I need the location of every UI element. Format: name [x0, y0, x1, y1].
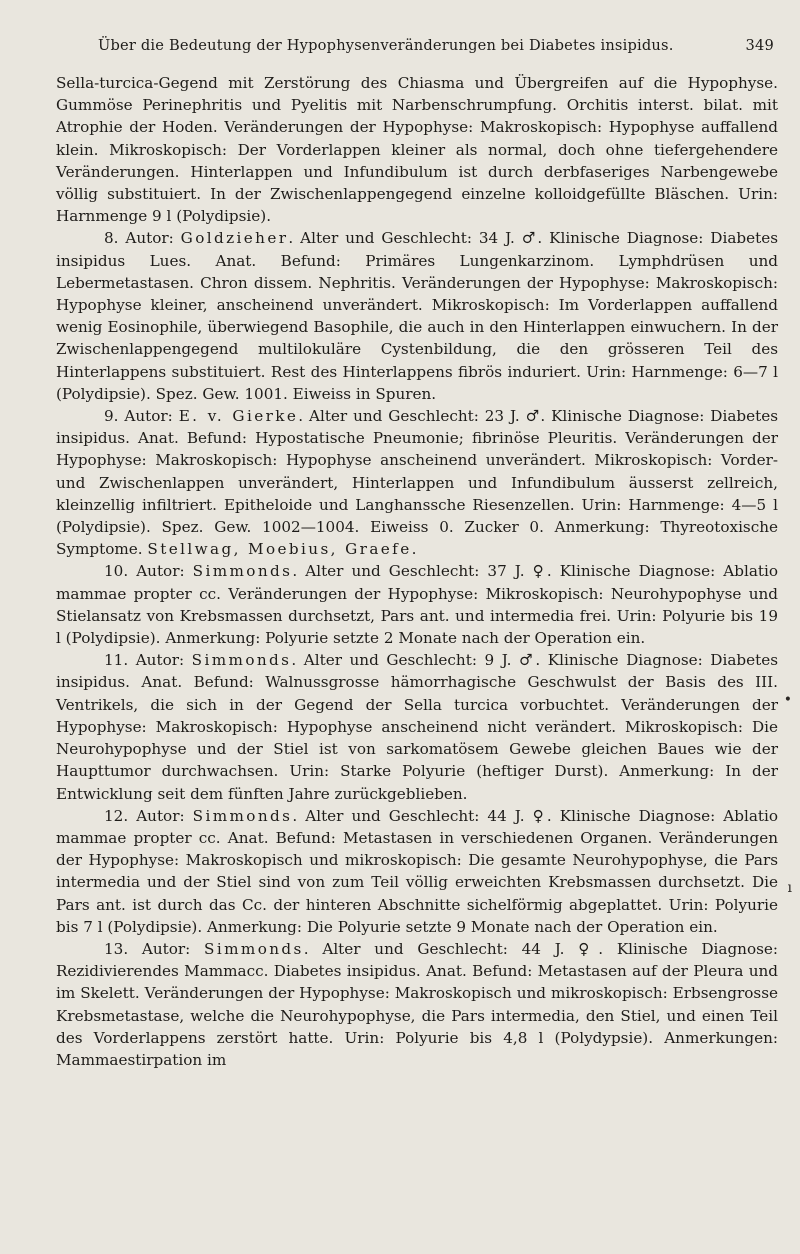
- case-prefix: 8. Autor:: [104, 229, 181, 248]
- case-entry-10: [56, 560, 778, 649]
- case-text: . Alter und Geschlecht: 44 J. ♀. Klinische Diagnose: Rezidivierendes Mammacc. Diabetes insipidus. Anat. Befund: Metastasen auf der Pleura und im Skelett. Veränderungen der Hypophyse: Makroskopisch und mikroskopisch: Erbsengrosse Krebsmetastase, welche die Neurohypophyse, die Pars intermedia, den Stiel, und einen Teil des Vorderlappens zerstört hatte. Urin: Polyurie bis 4,8 l (Polydypsie). Anmerkungen: Mammaestirpation im: [56, 939, 778, 1069]
- case-entry-13: [56, 938, 778, 1071]
- case-author: Simmonds: [192, 562, 293, 581]
- case-prefix: 9. Autor:: [104, 407, 179, 426]
- case-entry-12: [56, 805, 778, 938]
- body-text: [56, 72, 778, 1071]
- running-head: [56, 34, 778, 64]
- case-cited-authors: Stellwag, Moebius, Graefe: [147, 540, 412, 559]
- paragraph-continuation: [56, 72, 778, 227]
- case-entry-8: [56, 227, 778, 405]
- margin-ink-mark: ı: [787, 880, 792, 896]
- case-text: . Alter und Geschlecht: 23 J. ♂. Klinische Diagnose: Diabetes insipidus. Anat. Befund: Hypostatische Pneumonie; fibrinöse Pleuritis. Veränderungen der Hypophyse: Makroskopisch: Hypophyse anscheinend unverändert. Mikroskopisch: Vorder- und Zwischenlappen unverändert, Hinterlappen und Infundibulum äusserst zellreich, kleinzellig infiltriert. Epitheloide und Langhanssche Riesenzellen. Urin: Harnmenge: 4—5 l (Polydipsie). Spez. Gew. 1002—1004. Eiweiss 0. Zucker 0. Anmerkung: Thyreotoxische Symptome.: [56, 407, 778, 559]
- case-prefix: 12. Autor:: [104, 806, 193, 825]
- case-author: Simmonds: [191, 651, 292, 670]
- case-text-end: .: [411, 540, 417, 559]
- case-text: . Alter und Geschlecht: 37 J. ♀. Klinische Diagnose: Ablatio mammae propter cc. Veränderungen der Hypophyse: Mikroskopisch: Neurohypophyse und Stielansatz von Krebsmassen durchsetzt, Pars ant. und intermedia frei. Urin: Polyurie bis 19 l (Polydipsie). Anmerkung: Polyurie setzte 2 Monate nach der Operation ein.: [56, 562, 778, 648]
- case-author: Goldzieher: [180, 229, 289, 248]
- case-prefix: 11. Autor:: [104, 651, 192, 670]
- case-author: E. v. Gierke: [178, 407, 299, 426]
- page-number: 349: [745, 37, 774, 54]
- case-prefix: 10. Autor:: [104, 562, 193, 581]
- case-prefix: 13. Autor:: [104, 939, 205, 958]
- case-text: . Alter und Geschlecht: 44 J. ♀. Klinische Diagnose: Ablatio mammae propter cc. Anat. Befund: Metastasen in verschiedenen Organen. Veränderungen der Hypophyse: Makroskopisch und mikroskopisch: Die gesamte Neurohypophyse, die Pars intermedia und der Stiel sind von zum Teil völlig erweichten Krebsmassen durchsetzt. Die Pars ant. ist durch das Cc. der hinteren Abschnitte sichelförmig abgeplattet. Urin: Polyurie bis 7 l (Polydipsie). Anmerkung: Die Polyurie setzte 9 Monate nach der Operation ein.: [56, 806, 778, 936]
- case-text: . Alter und Geschlecht: 34 J. ♂. Klinische Diagnose: Diabetes insipidus Lues. Anat. Befund: Primäres Lungenkarzinom. Lymphdrüsen und Lebermetastasen. Chron dissem. Nephritis. Veränderungen der Hypophyse: Makroskopisch: Hypophyse kleiner, anscheinend unverändert. Mikroskopisch: Im Vorderlappen auffallend wenig Eosinophile, überwiegend Basophile, die auch in den Hinterlappen einwuchern. In der Zwischenlappengegend multilokuläre Cystenbildung, die den grösseren Teil des Hinterlappens substituiert. Rest des Hinterlappens fibrös induriert. Urin: Harnmenge: 6—7 l (Polydipsie). Spez. Gew. 1001. Eiweiss in Spuren.: [56, 229, 778, 403]
- case-text: . Alter und Geschlecht: 9 J. ♂. Klinische Diagnose: Diabetes insipidus. Anat. Befund: Walnussgrosse hämorrhagische Geschwulst der Basis des III. Ventrikels, die sich in der Gegend der Sella turcica vorbuchtet. Veränderungen der Hypophyse: Makroskopisch: Hypophyse anscheinend nicht verändert. Mikroskopisch: Die Neurohypophyse und der Stiel ist von sarkomatösem Gewebe gleichen Baues wie der Haupttumor durchwachsen. Urin: Starke Polyurie (heftiger Durst). Anmerkung: In der Entwicklung seit dem fünften Jahre zurückgeblieben.: [56, 651, 778, 803]
- case-entry-9: [56, 405, 778, 560]
- paragraph-text: Sella-turcica-Gegend mit Zerstörung des Chiasma und Übergreifen auf die Hypophyse. Gummöse Perinephritis und Pyelitis mit Narbenschrumpfung. Orchitis interst. bilat. mit Atrophie der Hoden. Veränderungen der Hypophyse: Makroskopisch: Hypophyse auffallend klein. Mikroskopisch: Der Vorderlappen kleiner als normal, doch ohne tiefergehendere Veränderungen. Hinterlappen und Infundibulum ist durch derbfaseriges Narbengewebe völlig substituiert. In der Zwischenlappengegend einzelne kolloidgefüllte Bläschen. Urin: Harnmenge 9 l (Polydipsie).: [56, 74, 778, 226]
- margin-dot-mark: •: [783, 692, 792, 708]
- case-entry-11: [56, 649, 778, 804]
- running-head-title: Über die Bedeutung der Hypophysenveränderungen bei Diabetes insipidus.: [98, 37, 674, 54]
- case-author: Simmonds: [204, 939, 304, 958]
- case-author: Simmonds: [192, 806, 293, 825]
